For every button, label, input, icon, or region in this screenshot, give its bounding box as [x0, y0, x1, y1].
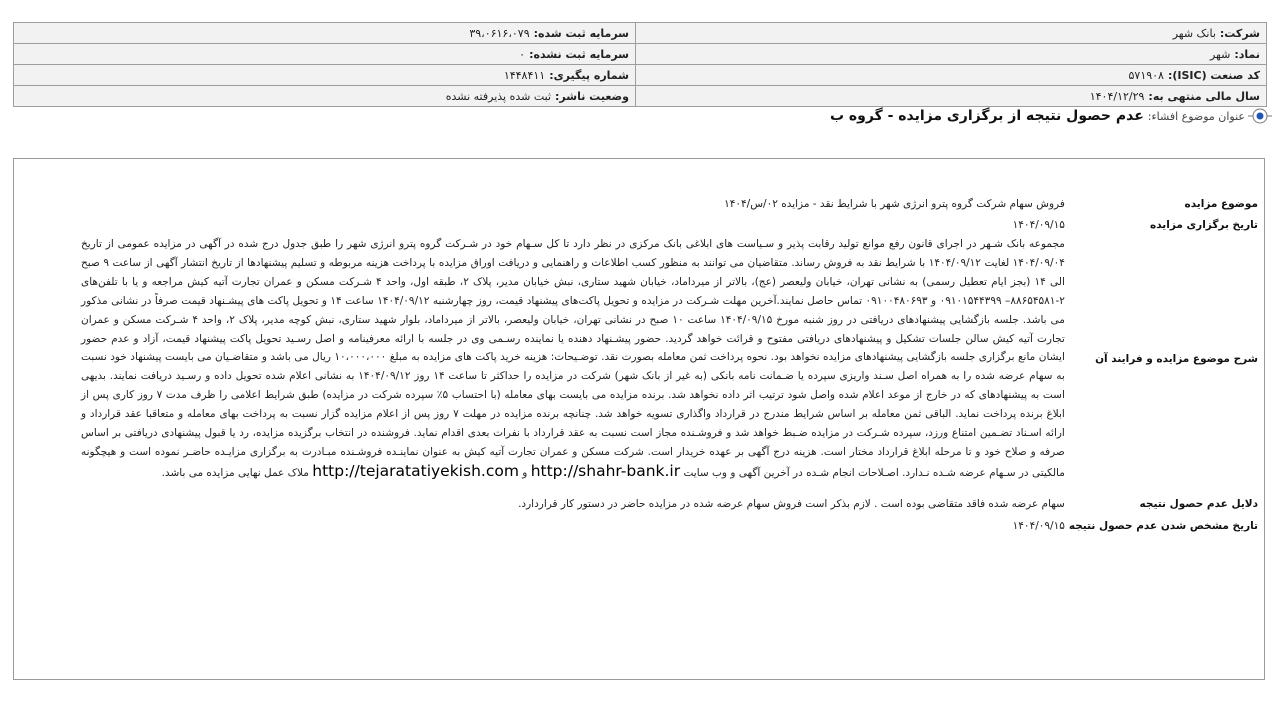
publisher-status-label: وضعیت ناشر: [555, 89, 629, 103]
company-cell [636, 23, 1267, 44]
result-date-value: ۱۴۰۴/۰۹/۱۵ [1012, 519, 1065, 532]
subject-key: موضوع مزایده [1184, 198, 1258, 210]
fiscal-year-value: ۱۴۰۴/۱۲/۲۹ [1089, 89, 1145, 103]
description-key: شرح موضوع مزایده و فرایند آن [1095, 352, 1258, 365]
capital-registered-cell [14, 23, 636, 44]
description-row [81, 235, 1264, 483]
capital-registered-value: ۳۹،۰۶۱۶،۰۷۹ [469, 26, 530, 40]
spacer-row [81, 483, 1264, 493]
isic-cell [636, 65, 1267, 86]
info-row [14, 44, 1267, 65]
spacer-cell [1069, 483, 1264, 493]
description-tail: ملاک عمل نهایی مزایده می باشد. [161, 466, 309, 479]
subject-row [81, 193, 1264, 215]
reasons-key: دلایل عدم حصول نتیجه [1139, 497, 1258, 510]
result-date-row [81, 515, 1264, 537]
symbol-value: شهر [1209, 47, 1231, 61]
isic-value: ۵۷۱۹۰۸ [1128, 68, 1164, 82]
isic-label: کد صنعت (ISIC): [1167, 68, 1260, 82]
date-row [81, 215, 1264, 235]
description-value [81, 235, 1069, 483]
spacer-cell [81, 483, 1069, 493]
publisher-status-value: ثبت شده پذیرفته نشده [445, 89, 552, 103]
date-value: ۱۴۰۴/۰۹/۱۵ [1012, 219, 1065, 231]
capital-unregistered-value: ۰ [519, 47, 526, 61]
auction-details-table [81, 193, 1264, 537]
date-key: تاریخ برگزاری مزایده [1150, 219, 1258, 231]
info-row [14, 23, 1267, 44]
target-bullet-icon [1248, 104, 1272, 128]
subject-value: فروش سهام شرکت گروه پترو انرژی شهر با شرایط نقد - مزایده ۰۲/س/۱۴۰۴ [724, 198, 1065, 210]
symbol-cell [636, 44, 1267, 65]
reasons-row [81, 493, 1264, 515]
reasons-value: سهام عرضه شده فاقد متقاضی بوده است . لازم بذکر است فروش سهام عرضه شده در مزایده حاضر در دستور کار قراردارد. [518, 497, 1065, 510]
capital-unregistered-cell [14, 44, 636, 65]
tejarat-link[interactable]: http://tejaratatiyekish.com [312, 461, 519, 480]
disclosure-title-row [830, 104, 1272, 128]
shahr-bank-link[interactable]: http://shahr-bank.ir [530, 461, 681, 480]
conjunction-text: و [522, 466, 528, 479]
capital-registered-label: سرمایه ثبت شده: [533, 26, 629, 40]
info-row [14, 65, 1267, 86]
tracking-cell [14, 65, 636, 86]
company-label: شرکت: [1219, 26, 1260, 40]
disclosure-title: عدم حصول نتیجه از برگزاری مزایده - گروه ب [829, 108, 1144, 124]
result-date-key: تاریخ مشخص شدن عدم حصول نتیجه [1068, 519, 1258, 532]
tracking-label: شماره پیگیری: [549, 68, 629, 82]
fiscal-year-label: سال مالی منتهی به: [1148, 89, 1260, 103]
disclosure-content-box [13, 158, 1265, 680]
title-label: عنوان موضوع افشاء: [1147, 109, 1245, 123]
publisher-status-cell [14, 86, 636, 107]
company-value: بانک شهر [1172, 26, 1216, 40]
company-info-table [13, 22, 1267, 107]
tracking-value: ۱۴۴۸۴۱۱ [503, 68, 546, 82]
description-text: مجموعه بانک شـهر در اجرای قانون رفع موانع تولید رقابت پذیر و سـیاست های ابلاغی بانک مرکزی در نظر دارد تا کل سـهام خود در شـرکت گروه پترو انرژی شهر را طبق جدول درج شده در آگهی در مزایده عمومی از تاریخ ۱۴۰۴/۰۹/۰۴ لغایت ۱۴۰۴/۰۹/۱۲ با شرایط نقد به فروش رساند. متقاضیان می توانند به منظور کسب اطلاعات و راهنمایی و دریافت اوراق مزایده با پرداخت هزینه مربوطه و تسلیم پیشنهادها از تاریخ انتشار آگهی از ساعت ۹ صبح الی ۱۴ (بجز ایام تعطیل رسمی) به نشانی تهران، خیابان ولیعصر (عج)، بالاتر از میرداماد، خیابان شهید ستاری، نبش خیابان مدیر، پلاک ۲، طبقه اول، واحد ۴ شـرکت مسکن و عمران تجارت آتیه کیش مراجعه و یا با تلفن‌های ۲-۸۸۶۵۴۵۸۱– ۰۹۱۰۱۵۴۴۳۹۹ و ۰۹۱۰۰۴۸۰۶۹۳ تماس حاصل نمایند.آخرین مهلت شـرکت در مزایده و تحویل پاکت‌های پیشنهاد قیمت، روز چهارشنبه ۱۴۰۴/۰۹/۱۲ ساعت ۱۴ و تحویل پاکت های پیشـنهاد قیمت صرفاً در نشانی مذکور می باشد. جلسه بازگشایی پیشنهادهای دریافتی در روز شنبه مورخ ۱۴۰۴/۰۹/۱۵ ساعت ۱۰ صبح در نشانی تهران، خیابان ولیعصر، بالاتر از میرداماد، بلوار شهید ستاری، نبش کوچه مدیر، پلاک ۲، واحد ۴ شـرکت مسکن و عمران تجارت آتیه کیش سالن جلسات تشکیل و پیشنهادهای دریافتی مفتوح و قرائت خواهد گردید. حضور پیشـنهاد دهنده یا نماینده رسـمی وی در جلسه با ارائه معرفینامه و اصل رسـید تحویل پاکت پیشنهاد قیمت، آزاد و عدم حضور ایشان مانع برگزاری جلسه بازگشایی پیشنهادهای مزایده نخواهد بود. نحوه پرداخت ثمن معامله بصورت نقد. توضـیحات: هزینه خرید پاکت های مزایده به مبلغ ۱۰،۰۰۰،۰۰۰ ریال می باشد و متقاضـیان می بایست پیشنهاد خود نسبت به سهام عرضه شده را به همراه اصل سـند واریزی سپرده یا ضـمانت نامه بانکی (به غیر از بانک شهر) شرکت در مزایده را حداکثر تا ساعت ۱۴ روز ۱۴۰۴/۰۹/۱۲ به نشانی اعلام شده تحویل داده و رسـید دریافت نمایند. بدیهی است به پیشنهادهای که در خارج از موعد اعلام شده واصل شود ترتیب اثر داده نخواهد شد. برنده مزایده می بایست بهای معامله (با احتساب ۵٪ سپرده شرکت در مزایده) طبق شرایط اعلامی را ظرف مدت ۷ روز کاری پس از ابلاغ برنده پرداخت نماید. الباقی ثمن معامله بر اساس شرایط مندرج در قرارداد واگذاری تسویه خواهد شد. چنانچه برنده مزایده در مهلت ۷ روز پس از اعلام مزایده گزار نسبت به پرداخت بهای معامله و متعاقبا عقد قرارداد و ارائه اسـناد تضـمین امتناع ورزد، سپرده شـرکت در مزایده ضـبط خواهد شد و فروشـنده مجاز است نسبت به عقد قرارداد با نفرات بعدی اقدام نماید. فروشنده در انتخاب برگزیده مزایده، رد یا قبول پیشنهادی دریافتی بر اساس صرفه و صلاح خود و تا مرحله ابلاغ قرارداد مختار است. هزینه درج آگهی بر عهده خریدار است. شرکت مسکن و عمران تجارت آتیه کیش به عنوان نماینـده فروشـنده مبـادرت به برگزاری مزایـده حاضـر نموده است و هیچگونه مالکیتی در سـهام عرضه شـده نـدارد. اصـلاحات انجام شـده در آخرین آگهی و وب سایت [81, 238, 1065, 479]
symbol-label: نماد: [1234, 47, 1260, 61]
capital-unregistered-label: سرمایه ثبت نشده: [529, 47, 629, 61]
